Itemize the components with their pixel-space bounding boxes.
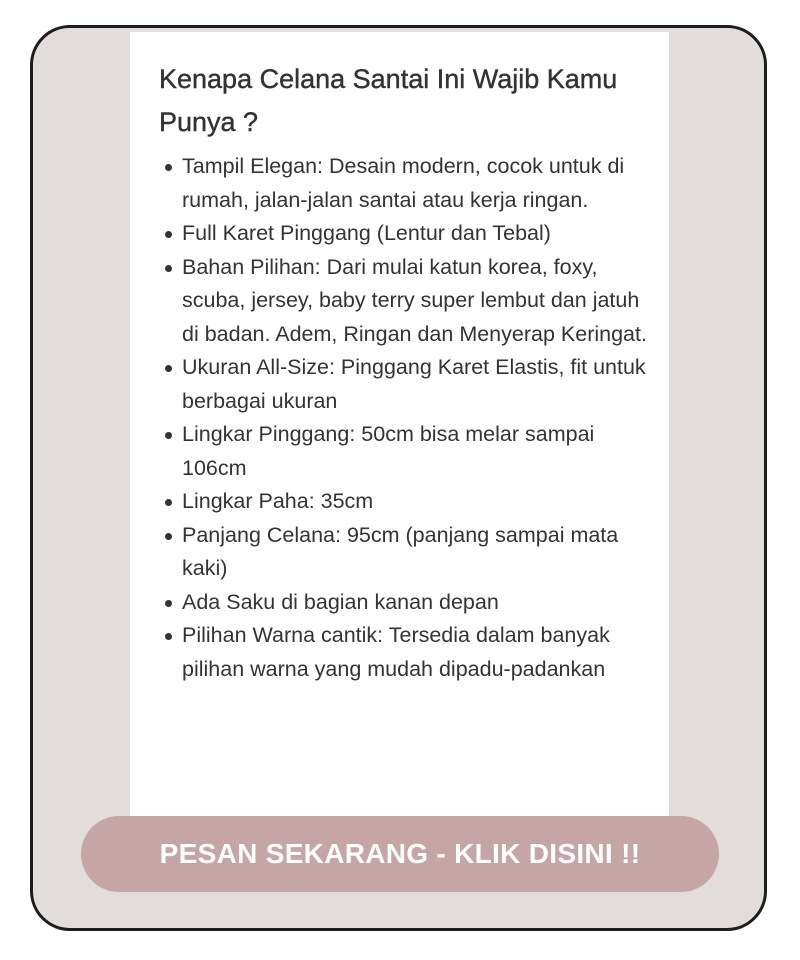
- list-item: [182, 485, 662, 519]
- list-item-text: Pilihan Warna cantik: Tersedia dalam banyak pilihan warna yang mudah dipadu-padankan: [182, 623, 610, 681]
- bullet-icon: [165, 231, 172, 238]
- list-item: [182, 519, 662, 586]
- bullet-icon: [165, 600, 172, 607]
- bullet-icon: [165, 265, 172, 272]
- list-item: [182, 586, 662, 620]
- list-item: [182, 418, 662, 485]
- list-item-text: Ada Saku di bagian kanan depan: [182, 589, 499, 614]
- bullet-icon: [165, 365, 172, 372]
- order-now-button-label: PESAN SEKARANG - KLIK DISINI !!: [159, 838, 641, 869]
- content-card: [130, 32, 669, 822]
- bullet-icon: [165, 432, 172, 439]
- bullet-icon: [165, 499, 172, 506]
- list-item-text: Lingkar Paha: 35cm: [182, 489, 374, 513]
- list-item: [182, 351, 662, 418]
- bullet-icon: [165, 533, 172, 540]
- bullet-icon: [165, 633, 172, 640]
- list-item-text: Panjang Celana: 95cm (panjang sampai mata kaki): [182, 522, 619, 580]
- order-now-button[interactable]: [81, 816, 719, 892]
- list-item: [182, 619, 662, 686]
- list-item-text: Lingkar Pinggang: 50cm bisa melar sampai 106cm: [182, 422, 595, 480]
- section-heading: Kenapa Celana Santai Ini Wajib Kamu Punya ?: [159, 64, 618, 137]
- bullet-icon: [165, 164, 172, 171]
- list-item-text: Ukuran All-Size: Pinggang Karet Elastis, fit untuk berbagai ukuran: [182, 355, 646, 413]
- list-item-text: Bahan Pilihan: Dari mulai katun korea, foxy, scuba, jersey, baby terry super lembut dan jatuh di badan. Adem, Ringan dan Menyerap Keringat.: [182, 254, 647, 346]
- list-item: [182, 251, 662, 352]
- list-item-text: Full Karet Pinggang (Lentur dan Tebal): [182, 221, 551, 245]
- list-item-text: Tampil Elegan: Desain modern, cocok untuk di rumah, jalan-jalan santai atau kerja ringan.: [182, 154, 625, 212]
- feature-list: [182, 150, 662, 686]
- list-item: [182, 150, 662, 217]
- list-item: [182, 217, 662, 251]
